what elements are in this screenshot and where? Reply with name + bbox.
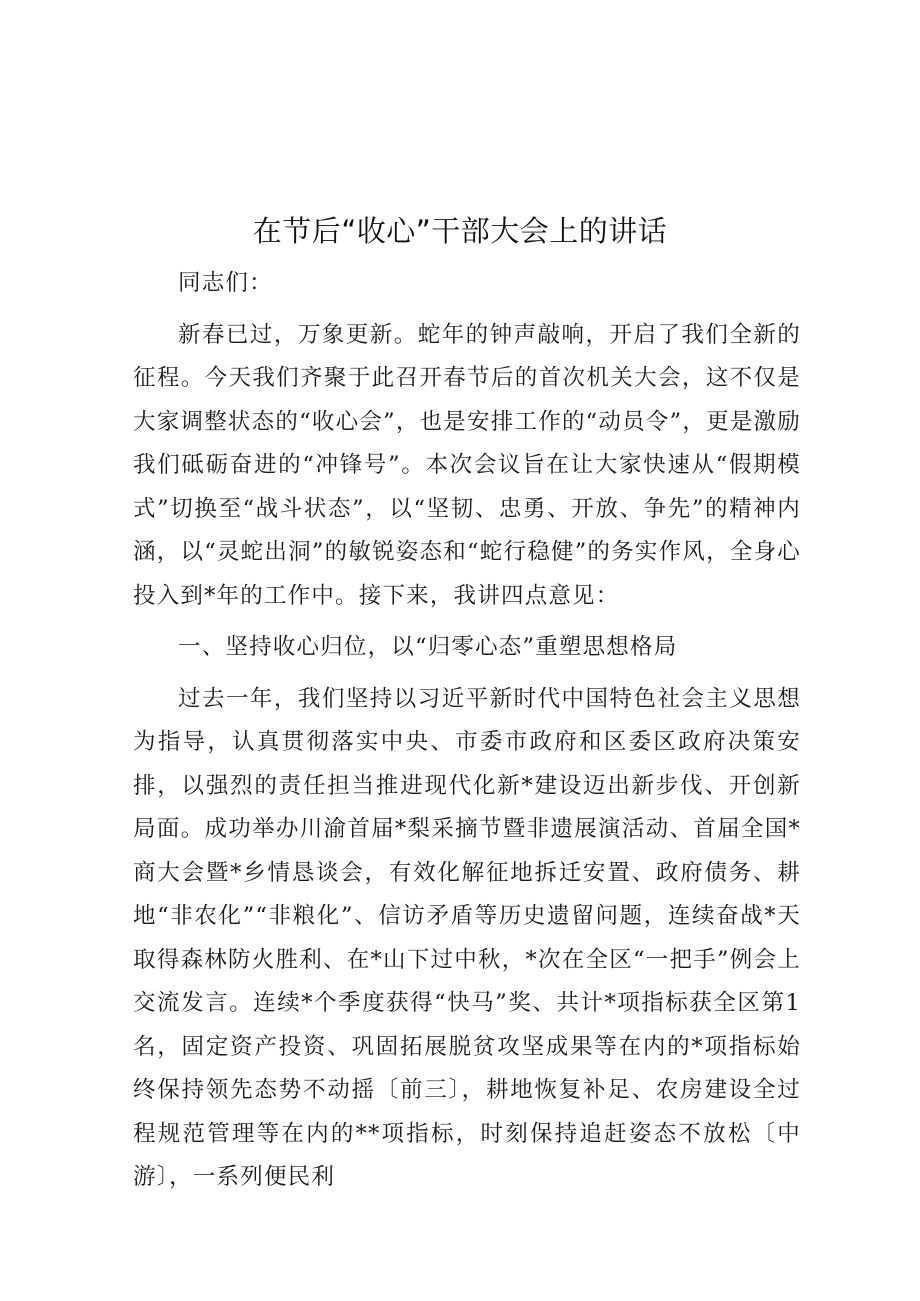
document-title: 在节后“收心”干部大会上的讲话 — [252, 214, 668, 248]
paragraph-intro: 新春已过，万象更新。蛇年的钟声敲响，开启了我们全新的征程。今天我们齐聚于此召开春节后的首次机关大会，这不仅是大家调整状态的“收心会”，也是安排工作的“动员令”，更是激励我们砥砺奋进的“冲锋号”。本次会议旨在让大家快速从“假期模式”切换至“战斗状态”，以“坚韧、忠勇、开放、争先”的精神内涵，以“灵蛇出洞”的敏锐姿态和“蛇行稳健”的务实作风，全身心投入到*年的工作中。接下来，我讲四点意见： — [133, 321, 801, 609]
document-body — [133, 262, 801, 1208]
paragraph-section-1: 过去一年，我们坚持以习近平新时代中国特色社会主义思想为指导，认真贯彻落实中央、市委市政府和区委区政府决策安排，以强烈的责任担当推进现代化新*建设迈出新步伐、开创新局面。成功举办川渝首届*梨采摘节暨非遗展演活动、首届全国*商大会暨*乡情恳谈会，有效化解征地拆迁安置、政府债务、耕地“非农化”“非粮化”、信访矛盾等历史遗留问题，连续奋战*天取得森林防火胜利、在*山下过中秋，*次在全区“一把手”例会上交流发言。连续*个季度获得“快马”奖、共计*项指标获全区第1名，固定资产投资、巩固拓展脱贫攻坚成果等在内的*项指标始终保持领先态势不动摇〔前三〕，耕地恢复补足、农房建设全过程规范管理等在内的**项指标，时刻保持追赶姿态不放松〔中游〕，一系列便民利 — [133, 685, 801, 1190]
salutation: 同志们： — [178, 270, 273, 296]
section-heading-1: 一、坚持收心归位，以“归零心态”重塑思想格局 — [178, 634, 678, 660]
